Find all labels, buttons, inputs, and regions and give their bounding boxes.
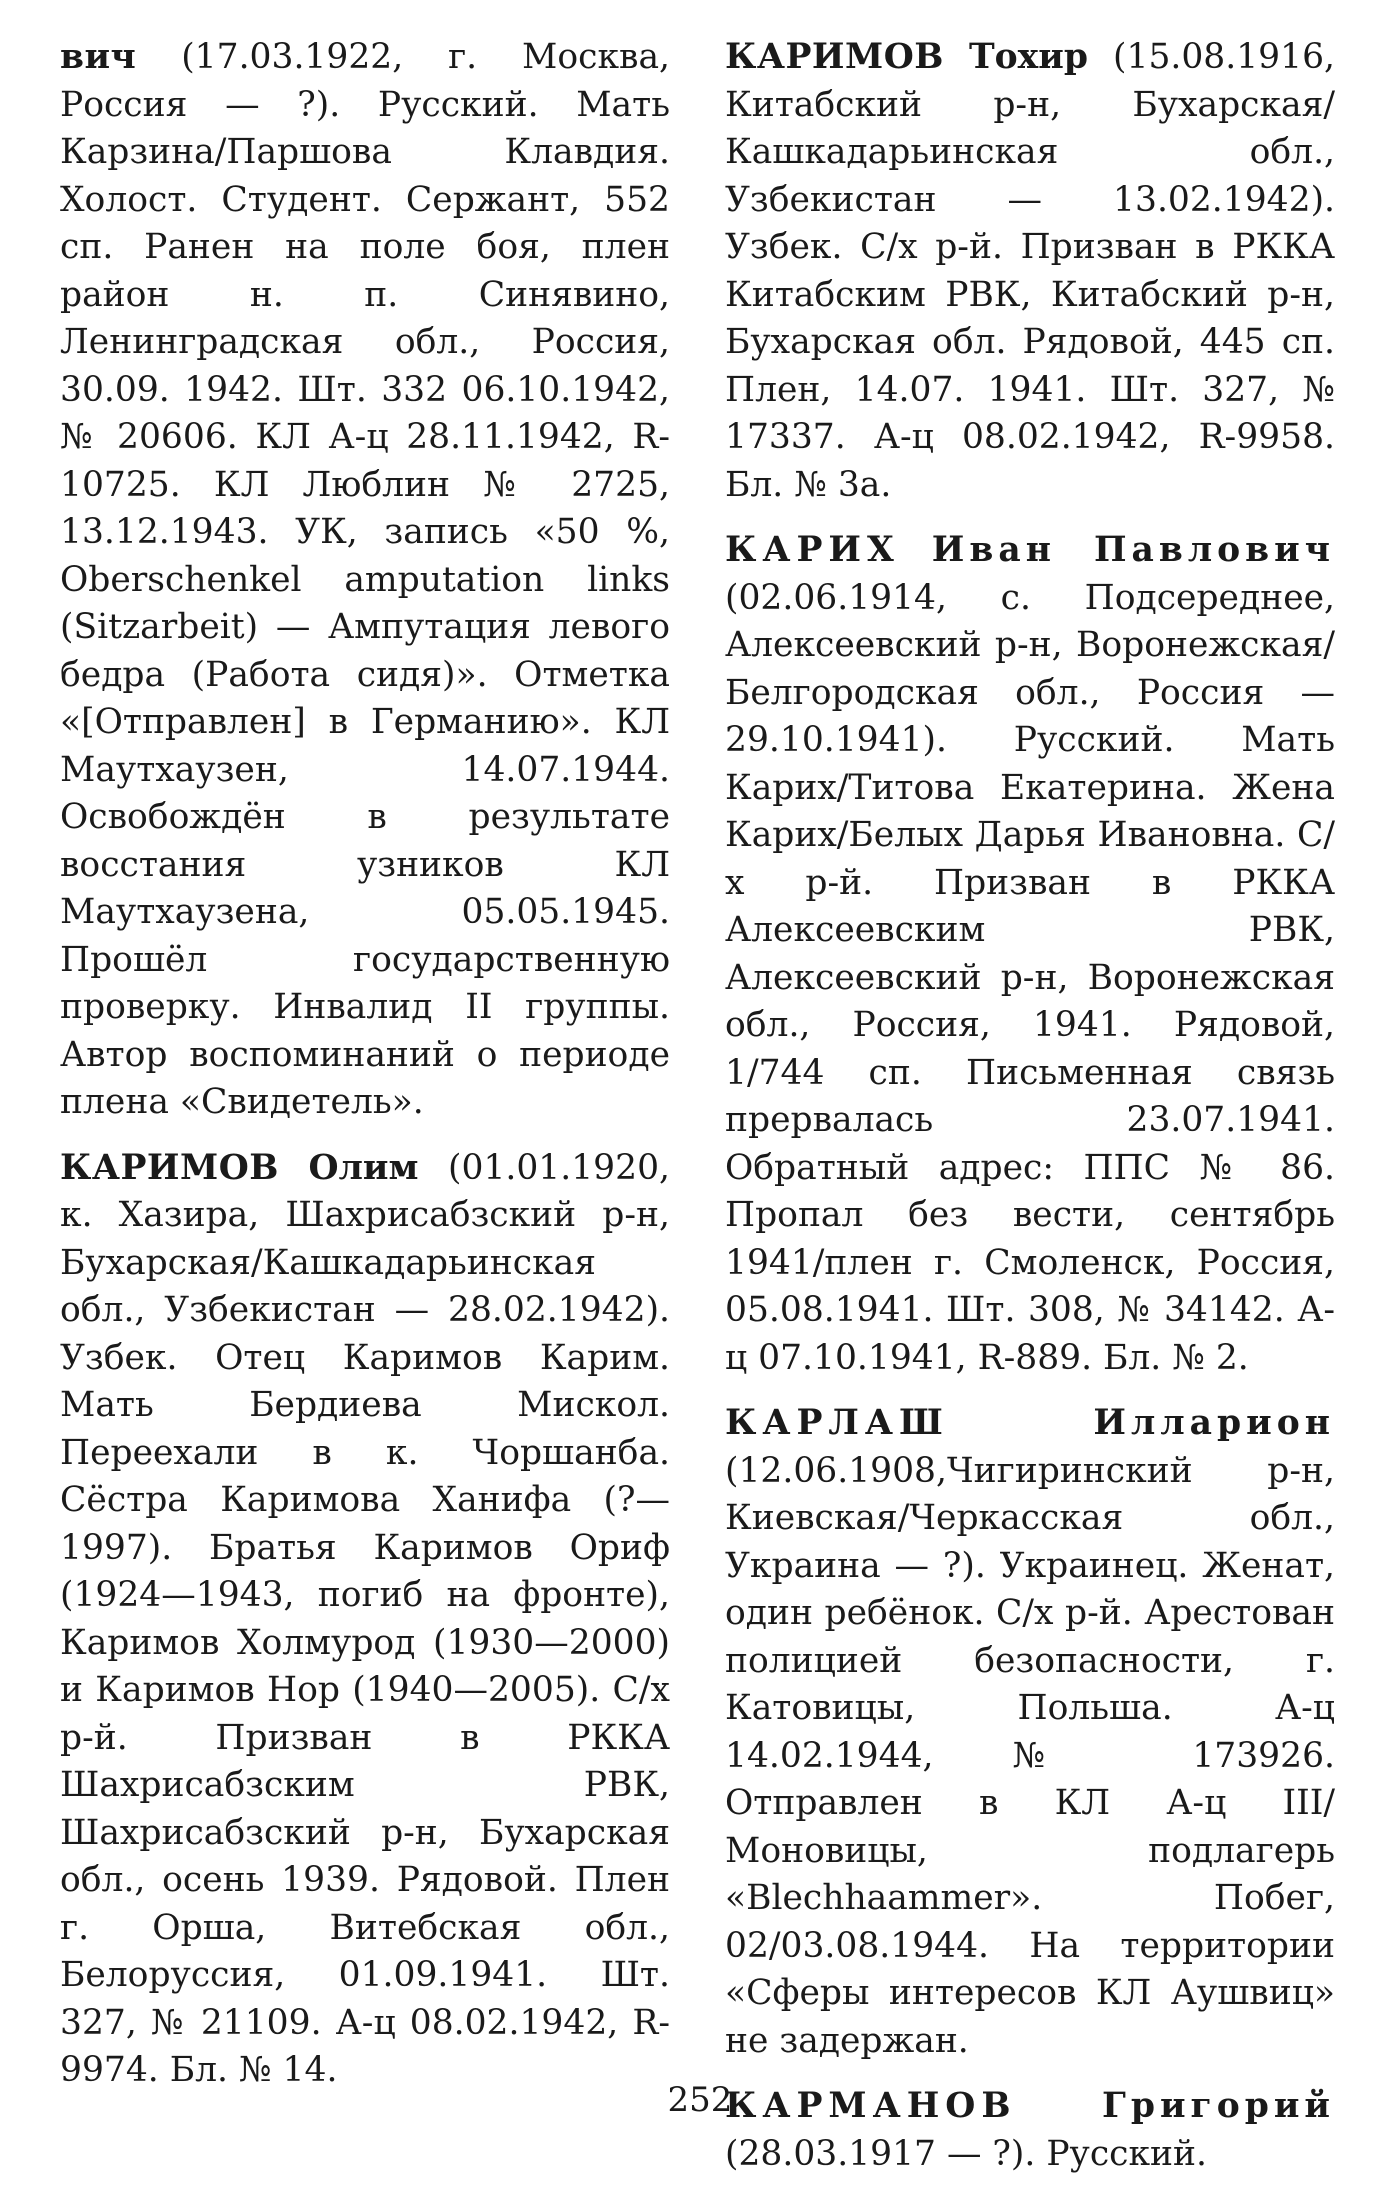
- entry-karikh-ivan: [725, 527, 1335, 1382]
- right-column: [725, 34, 1335, 2196]
- entry-text: (15.08.1916, Китабский р-н, Бухарская/Кашкадарьинская обл., Узбекистан — 13.02.1942). Узбек. С/х р-й. Призван в РККА Китабским РВК, Китабский р-н, Бухарская обл. Рядовой, 445 сп. Плен, 14.07. 1941. Шт. 327, № 17337. А-ц 08.02.1942, R-9958. Бл. № 3а.: [725, 37, 1335, 505]
- entry-given-name: Илларион: [1093, 1403, 1335, 1443]
- page-number: 252: [667, 2080, 733, 2120]
- entry-given-name: Тохир: [969, 37, 1088, 77]
- entry-surname: КАРИМОВ: [60, 1147, 279, 1188]
- entry-karlash-illarion: [725, 1400, 1335, 2065]
- entry-given-name: Олим: [308, 1147, 419, 1188]
- entry-surname: КАРИХ: [725, 530, 900, 570]
- entry-given-name: Иван Павлович: [931, 530, 1335, 570]
- entry-text: (17.03.1922, г. Москва, Россия — ?). Русский. Мать Карзина/Паршова Клавдия. Холост. Студент. Сержант, 552 сп. Ранен на поле боя, плен район н. п. Синявино, Ленинградская обл., Россия, 30.09. 1942. Шт. 332 06.10.1942, № 20606. КЛ А-ц 28.11.1942, R-10725. КЛ Люблин № 2725, 13.12.1943. УК, запись «50 %, Oberschenkel amputation links (Sitzarbeit) — Ампутация левого бедра (Работа сидя)». Отметка «[Отправлен] в Германию». КЛ Маутхаузен, 14.07.1944. Освобождён в результате восстания узников КЛ Маутхаузена, 05.05.1945. Прошёл государственную проверку. Инвалид II группы. Автор воспоминаний о периоде плена «Свидетель».: [60, 37, 670, 1122]
- entry-name-fragment: вич: [60, 37, 137, 77]
- entry-karimov-olim: [60, 1145, 670, 2095]
- entry-continuation: [60, 34, 670, 1127]
- entry-text: (02.06.1914, с. Подсереднее, Алексеевский р-н, Воронежская/Белгородская обл., Россия — 29.10.1941). Русский. Мать Карих/Титова Екатерина. Жена Карих/Белых Дарья Ивановна. С/х р-й. Призван в РККА Алексеевским РВК, Алексеевский р-н, Воронежская обл., Россия, 1941. Рядовой, 1/744 сп. Письменная связь прервалась 23.07.1941. Обратный адрес: ППС № 86. Пропал без вести, сентябрь 1941/плен г. Смоленск, Россия, 05.08.1941. Шт. 308, № 34142. А-ц 07.10.1941, R-889. Бл. № 2.: [725, 577, 1335, 1378]
- entry-surname: КАРИМОВ: [725, 37, 944, 77]
- entry-surname: КАРМАНОВ: [725, 2086, 1017, 2126]
- entry-surname: КАРЛАШ: [725, 1403, 949, 1443]
- left-column: [60, 34, 670, 2113]
- entry-text: (12.06.1908,Чигиринский р-н, Киевская/Черкасская обл., Украина — ?). Украинец. Женат, один ребёнок. С/х р-й. Арестован полицией безопасности, г. Катовицы, Польша. А-ц 14.02.1944, № 173926. Отправлен в КЛ А-ц III/Моновицы, подлагерь «Blechhaammer». Побег, 02/03.08.1944. На территории «Сферы интересов КЛ Аушвиц» не задержан.: [725, 1450, 1335, 2061]
- entry-text: (28.03.1917 — ?). Русский.: [725, 2133, 1207, 2174]
- entry-given-name: Григорий: [1102, 2086, 1335, 2126]
- entry-text: (01.01.1920, к. Хазира, Шахрисабзский р-н, Бухарская/Кашкадарьинская обл., Узбекистан — 28.02.1942). Узбек. Отец Каримов Карим. Мать Бердиева Мискол. Переехали в к. Чоршанба. Сёстра Каримова Ханифа (?—1997). Братья Каримов Ориф (1924—1943, погиб на фронте), Каримов Холмурод (1930—2000) и Каримов Нор (1940—2005). С/х р-й. Призван в РККА Шахрисабзским РВК, Шахрисабзский р-н, Бухарская обл., осень 1939. Рядовой. Плен г. Орша, Витебская обл., Белоруссия, 01.09.1941. Шт. 327, № 21109. А-ц 08.02.1942, R-9974. Бл. № 14.: [60, 1147, 670, 2090]
- entry-karimov-tokhir: [725, 34, 1335, 509]
